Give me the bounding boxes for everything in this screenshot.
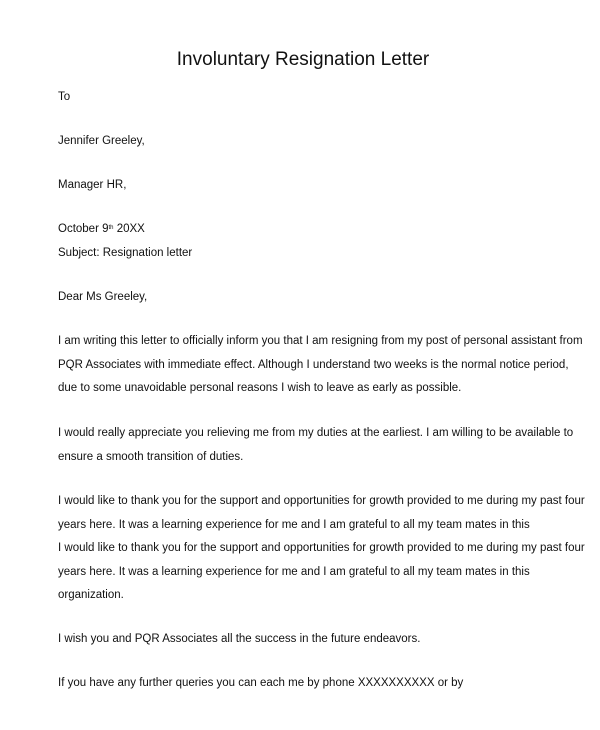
paragraph-line: I would like to thank you for the support and opportunities for growth provided to me during my past four: [58, 542, 585, 554]
date-month-day: October 9: [58, 223, 109, 235]
salutation: Dear Ms Greeley,: [58, 291, 148, 303]
paragraph-intro: [58, 334, 583, 405]
date-year: 20XX: [113, 223, 145, 235]
paragraph-wishes: [58, 632, 550, 656]
subject-line: Subject: Resignation letter: [58, 247, 193, 259]
paragraph-line: If you have any further queries you can each me by phone XXXXXXXXXX or by: [58, 677, 464, 689]
paragraph-line: I wish you and PQR Associates all the success in the future endeavors.: [58, 633, 421, 645]
letter-date: [58, 222, 145, 236]
paragraph-line: organization.: [58, 589, 124, 601]
paragraph-line: I am writing this letter to officially inform you that I am resigning from my post of personal assistant from: [58, 335, 583, 347]
letter-title: Involuntary Resignation Letter: [176, 49, 430, 70]
paragraph-contact: [58, 676, 550, 700]
paragraph-line: years here. It was a learning experience for me and I am grateful to all my team mates in this: [58, 518, 530, 531]
paragraph-line: due to some unavoidable personal reasons I wish to leave as early as possible.: [58, 382, 462, 394]
paragraph-line: PQR Associates with immediate effect. Although I understand two weeks is the normal notice period,: [58, 358, 569, 371]
paragraph-line: I would like to thank you for the support and opportunities for growth provided to me during my past four: [58, 495, 585, 507]
paragraph-request: [58, 426, 574, 473]
to-label: To: [58, 91, 71, 103]
paragraph-thanks: [58, 494, 585, 612]
date-ordinal: th: [108, 225, 114, 231]
paragraph-line: years here. It was a learning experience for me and I am grateful to all my team mates in this: [58, 565, 530, 578]
recipient-title: Manager HR,: [58, 179, 127, 191]
paragraph-line: ensure a smooth transition of duties.: [58, 450, 244, 463]
recipient-name: Jennifer Greeley,: [58, 135, 145, 147]
paragraph-line: I would really appreciate you relieving me from my duties at the earliest. I am willing to be available to: [58, 427, 574, 439]
